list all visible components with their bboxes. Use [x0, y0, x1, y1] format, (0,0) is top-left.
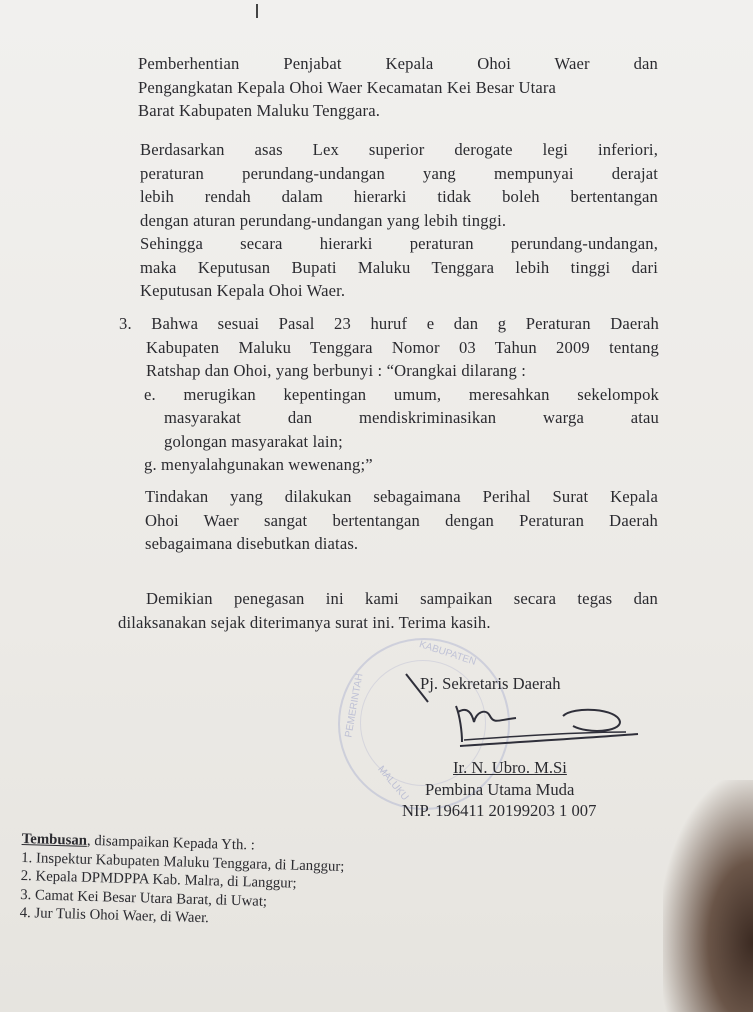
text-line: Kabupaten Maluku Tenggara Nomor 03 Tahun 2009 tentang [146, 337, 659, 357]
signatory-nip: NIP. 196411 20199203 1 007 [402, 801, 597, 820]
tembusan-heading-rest: , disampaikan Kepada Yth. : [86, 832, 256, 854]
text-line: Sehingga secara hierarki peraturan perundang-undangan, [140, 234, 658, 253]
text-line: Pengangkatan Kepala Ohoi Waer Kecamatan Kei Besar Utara [138, 77, 557, 97]
list-item-e-cont: golongan masyarakat lain; [164, 431, 343, 451]
list-item-e-cont: masyarakat dan mendiskriminasikan warga atau [164, 408, 659, 427]
list-item-g: g. menyalahgunakan wewenang;” [144, 455, 373, 474]
text-line: 3. Bahwa sesuai Pasal 23 huruf e dan g Peraturan Daerah [119, 314, 659, 333]
tembusan-label: Tembusan [21, 830, 88, 849]
signatory-name: Ir. N. Ubro. M.Si [453, 758, 567, 777]
paragraph-subject [138, 52, 658, 123]
text-line: Keputusan Kepala Ohoi Waer. [140, 281, 346, 300]
top-mark [256, 4, 258, 18]
paragraph-tindakan [145, 485, 658, 556]
list-item-e: e. merugikan kepentingan umum, meresahkan sekelompok [144, 384, 659, 404]
tembusan-item: 1. Inspektur Kabupaten Maluku Tenggara, di Langgur; [21, 849, 345, 875]
signatory-title: Pj. Sekretaris Daerah [420, 674, 561, 693]
paragraph-closing [118, 587, 658, 634]
photo-shadow [663, 780, 753, 1012]
tembusan-item: 3. Camat Kei Besar Utara Barat, di Uwat; [19, 886, 268, 910]
text-line: Tindakan yang dilakukan sebagaimana Perihal Surat Kepala [145, 487, 658, 506]
tembusan-block [19, 830, 521, 936]
text-line: lebih rendah dalam hierarki tidak boleh bertentangan [140, 187, 658, 206]
text-line: Barat Kabupaten Maluku Tenggara. [138, 101, 381, 120]
text-line: Pemberhentian Penjabat Kepala Ohoi Waer dan [138, 54, 658, 73]
paragraph-lex-superior [140, 138, 658, 303]
text-line: dengan aturan perundang-undangan yang lebih tinggi. [140, 210, 507, 230]
text-line: dilaksanakan sejak diterimanya surat ini. Terima kasih. [118, 612, 491, 632]
stamp-text: PEMERINTAH [343, 672, 366, 739]
tembusan-item: 2. Kepala DPMDPPA Kab. Malra, di Langgur; [20, 867, 297, 892]
signatory-rank: Pembina Utama Muda [425, 780, 575, 799]
text-line: Demikian penegasan ini kami sampaikan secara tegas dan [146, 589, 658, 608]
text-line: Ratshap dan Ohoi, yang berbunyi : “Orangkai dilarang : [146, 361, 526, 380]
text-line: peraturan perundang-undangan yang mempunyai derajat [140, 163, 658, 183]
text-line: Berdasarkan asas Lex superior derogate legi inferiori, [140, 140, 658, 159]
text-line: sebagaimana disebutkan diatas. [145, 534, 359, 553]
stamp-text: MALUKU [375, 763, 411, 804]
stamp-text: KABUPATEN [417, 639, 478, 668]
text-line: Ohoi Waer sangat bertentangan dengan Peraturan Daerah [145, 510, 658, 530]
signature-mark [398, 662, 648, 762]
text-line: maka Keputusan Bupati Maluku Tenggara lebih tinggi dari [140, 257, 658, 277]
paragraph-point-3 [119, 312, 659, 477]
tembusan-item: 4. Jur Tulis Ohoi Waer, di Waer. [19, 904, 210, 927]
